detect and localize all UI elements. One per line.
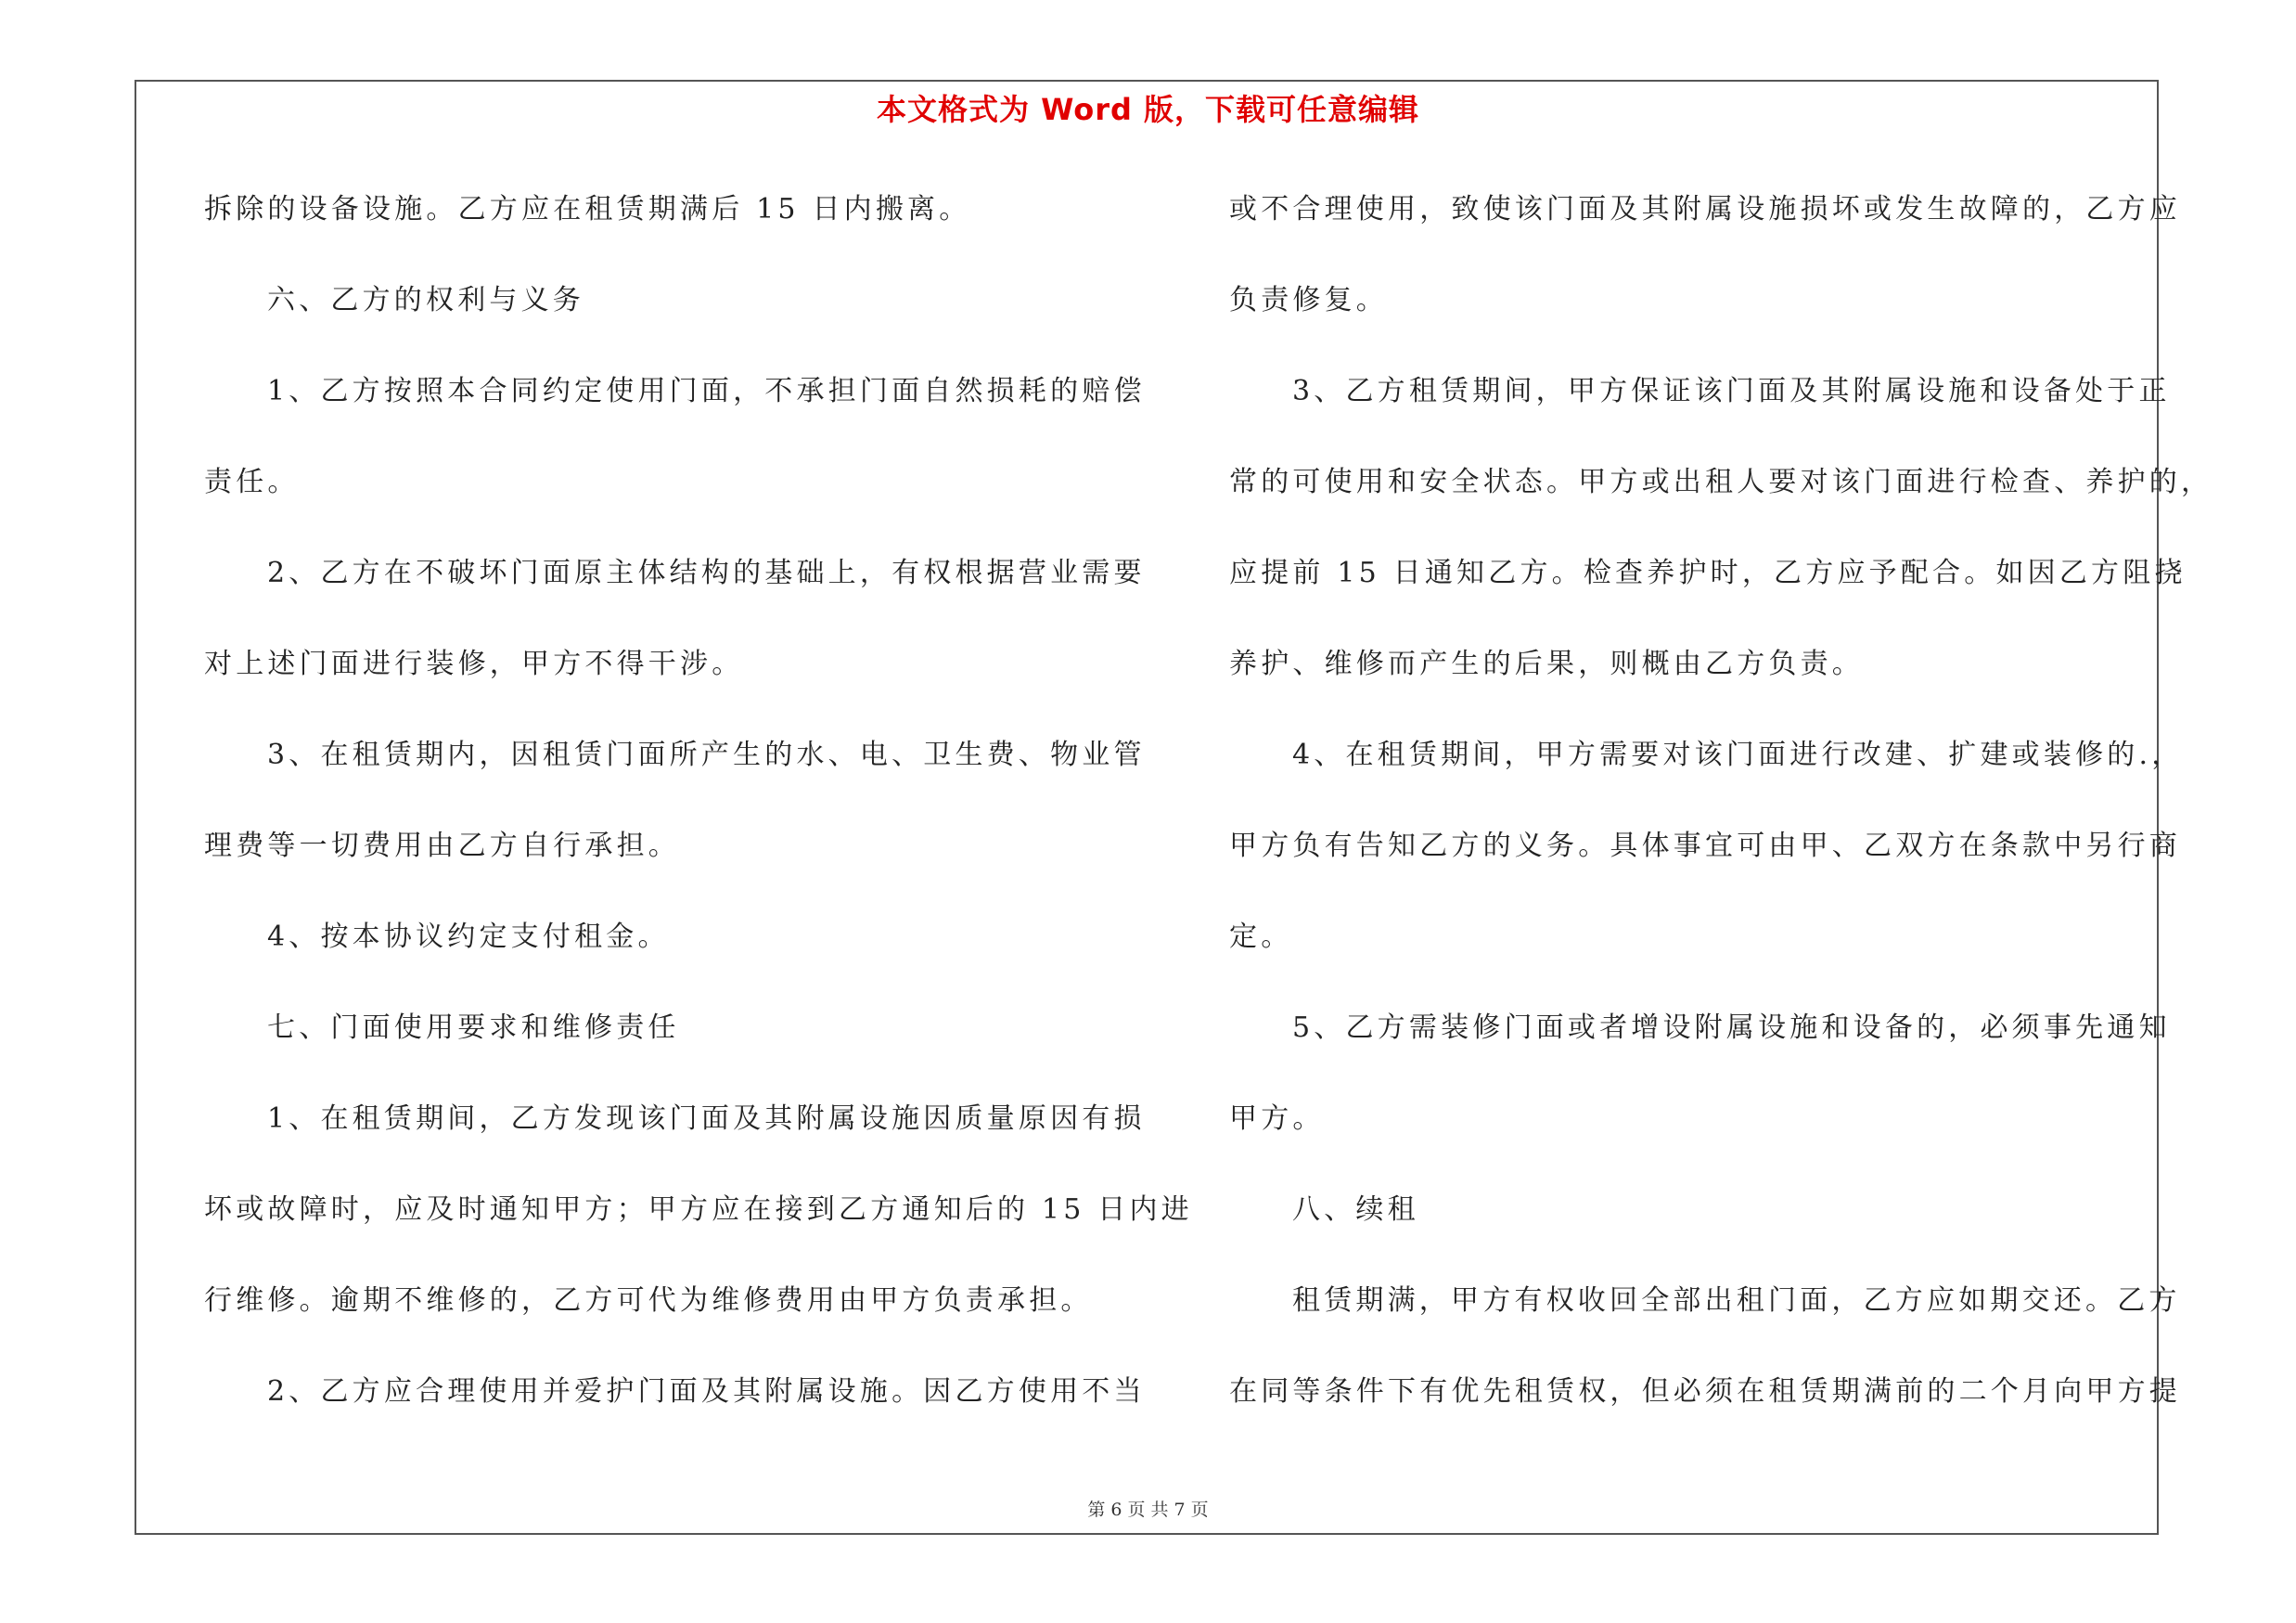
- text-line: 3、在租赁期内，因租赁门面所产生的水、电、卫生费、物业管: [267, 739, 1146, 771]
- text-line: 负责修复。: [1229, 284, 1388, 316]
- text-line: 4、在租赁期间，甲方需要对该门面进行改建、扩建或装修的.，: [1292, 739, 2184, 771]
- text-line: 六、乙方的权利与义务: [267, 284, 584, 316]
- text-line: 5、乙方需装修门面或者增设附属设施和设备的，必须事先通知: [1292, 1011, 2171, 1044]
- text-line: 坏或故障时，应及时通知甲方；甲方应在接到乙方通知后的 15 日内进: [204, 1193, 1193, 1226]
- word-format-banner: 本文格式为 Word 版，下载可任意编辑: [876, 92, 1420, 127]
- text-line: 甲方。: [1229, 1102, 1325, 1135]
- text-line: 2、乙方应合理使用并爱护门面及其附属设施。因乙方使用不当: [267, 1375, 1146, 1408]
- text-line: 常的可使用和安全状态。甲方或出租人要对该门面进行检查、养护的，: [1229, 466, 2213, 498]
- left-text-column: [204, 182, 1193, 1455]
- text-line: 拆除的设备设施。乙方应在租赁期满后 15 日内搬离。: [204, 193, 971, 225]
- text-line: 养护、维修而产生的后果，则概由乙方负责。: [1229, 648, 1864, 680]
- right-text-column: [1229, 182, 2213, 1455]
- text-line: 对上述门面进行装修，甲方不得干涉。: [204, 648, 744, 680]
- text-line: 八、续租: [1292, 1193, 1419, 1226]
- text-line: 甲方负有告知乙方的义务。具体事宜可由甲、乙双方在条款中另行商: [1229, 830, 2181, 862]
- text-line: 责任。: [204, 466, 300, 498]
- text-line: 在同等条件下有优先租赁权，但必须在租赁期满前的二个月向甲方提: [1229, 1375, 2181, 1408]
- text-line: 1、乙方按照本合同约定使用门面，不承担门面自然损耗的赔偿: [267, 375, 1146, 407]
- text-line: 2、乙方在不破坏门面原主体结构的基础上，有权根据营业需要: [267, 557, 1146, 589]
- text-line: 4、按本协议约定支付租金。: [267, 921, 670, 953]
- text-line: 1、在租赁期间，乙方发现该门面及其附属设施因质量原因有损: [267, 1102, 1146, 1135]
- page-number-footer: 第 6 页 共 7 页: [1087, 1500, 1209, 1520]
- text-line: 或不合理使用，致使该门面及其附属设施损坏或发生故障的，乙方应: [1229, 193, 2181, 225]
- text-line: 定。: [1229, 921, 1293, 953]
- text-line: 行维修。逾期不维修的，乙方可代为维修费用由甲方负责承担。: [204, 1284, 1093, 1317]
- text-line: 七、门面使用要求和维修责任: [267, 1011, 680, 1044]
- text-line: 3、乙方租赁期间，甲方保证该门面及其附属设施和设备处于正: [1292, 375, 2171, 407]
- text-line: 理费等一切费用由乙方自行承担。: [204, 830, 680, 862]
- text-line: 租赁期满，甲方有权收回全部出租门面，乙方应如期交还。乙方: [1292, 1284, 2181, 1317]
- text-line: 应提前 15 日通知乙方。检查养护时，乙方应予配合。如因乙方阻挠: [1229, 557, 2187, 589]
